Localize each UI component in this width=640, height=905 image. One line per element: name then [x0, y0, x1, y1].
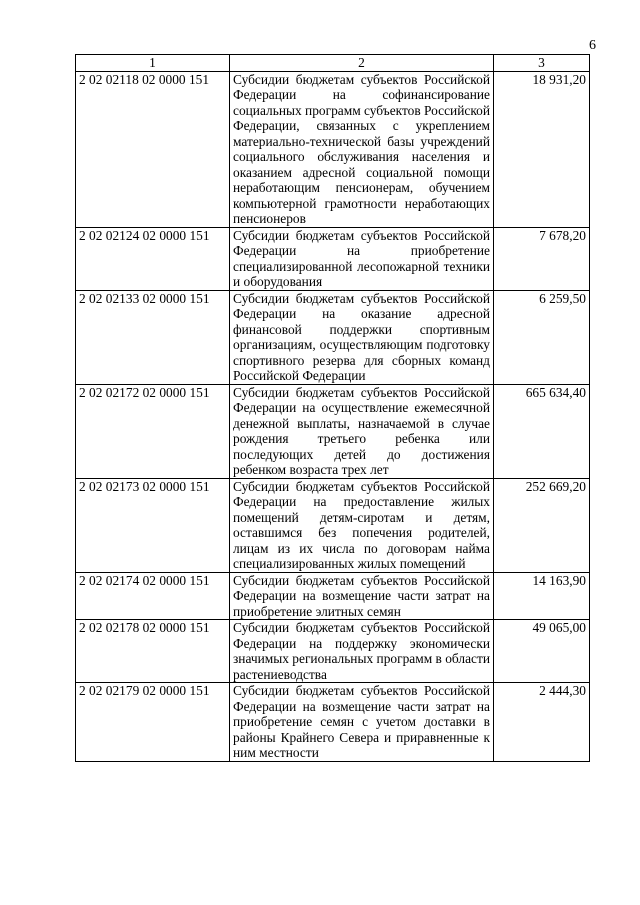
row-amount: 6 259,50	[494, 290, 590, 384]
row-description: Субсидии бюджетам субъектов Российской Федерации на возмещение части затрат на приобретение семян с учетом доставки в районы Крайнего Севера и приравненные к ним местности	[230, 683, 494, 762]
column-header-code: 1	[76, 55, 230, 72]
row-description: Субсидии бюджетам субъектов Российской Федерации на софинансирование социальных программ субъектов Российской Федерации, связанных с укреплением материально-технической базы учреждений социального обслуживания населения и оказанием адресной социальной помощи неработающим пенсионерам, обучением компьютерной грамотности неработающих пенсионеров	[230, 71, 494, 227]
table-header-row	[76, 55, 590, 72]
table-row	[76, 227, 590, 290]
row-description: Субсидии бюджетам субъектов Российской Федерации на поддержку экономически значимых региональных программ в области растениеводства	[230, 620, 494, 683]
row-description: Субсидии бюджетам субъектов Российской Федерации на возмещение части затрат на приобретение элитных семян	[230, 572, 494, 620]
row-description: Субсидии бюджетам субъектов Российской Федерации на предоставление жилых помещений детям-сиротам и детям, оставшимся без попечения родителей, лицам из их числа по договорам найма специализированных жилых помещений	[230, 478, 494, 572]
row-code: 2 02 02178 02 0000 151	[76, 620, 230, 683]
column-header-amount: 3	[494, 55, 590, 72]
table-row	[76, 683, 590, 762]
row-code: 2 02 02118 02 0000 151	[76, 71, 230, 227]
row-amount: 18 931,20	[494, 71, 590, 227]
row-description: Субсидии бюджетам субъектов Российской Федерации на осуществление ежемесячной денежной выплаты, назначаемой в случае рождения третьего ребенка или последующих детей до достижения ребенком возраста трех лет	[230, 384, 494, 478]
row-code: 2 02 02133 02 0000 151	[76, 290, 230, 384]
row-code: 2 02 02124 02 0000 151	[76, 227, 230, 290]
row-description: Субсидии бюджетам субъектов Российской Федерации на оказание адресной финансовой поддержки спортивным организациям, осуществляющим подготовку спортивного резерва для сборных команд Российской Федерации	[230, 290, 494, 384]
row-code: 2 02 02179 02 0000 151	[76, 683, 230, 762]
row-code: 2 02 02173 02 0000 151	[76, 478, 230, 572]
page-number: 6	[589, 38, 596, 53]
row-description: Субсидии бюджетам субъектов Российской Федерации на приобретение специализированной лесопожарной техники и оборудования	[230, 227, 494, 290]
table-row	[76, 71, 590, 227]
column-header-description: 2	[230, 55, 494, 72]
row-amount: 2 444,30	[494, 683, 590, 762]
table-row	[76, 620, 590, 683]
row-amount: 49 065,00	[494, 620, 590, 683]
row-amount: 252 669,20	[494, 478, 590, 572]
row-code: 2 02 02174 02 0000 151	[76, 572, 230, 620]
row-code: 2 02 02172 02 0000 151	[76, 384, 230, 478]
row-amount: 14 163,90	[494, 572, 590, 620]
budget-table	[75, 54, 590, 762]
table-row	[76, 572, 590, 620]
row-amount: 7 678,20	[494, 227, 590, 290]
table-row	[76, 290, 590, 384]
row-amount: 665 634,40	[494, 384, 590, 478]
table-row	[76, 384, 590, 478]
table-row	[76, 478, 590, 572]
